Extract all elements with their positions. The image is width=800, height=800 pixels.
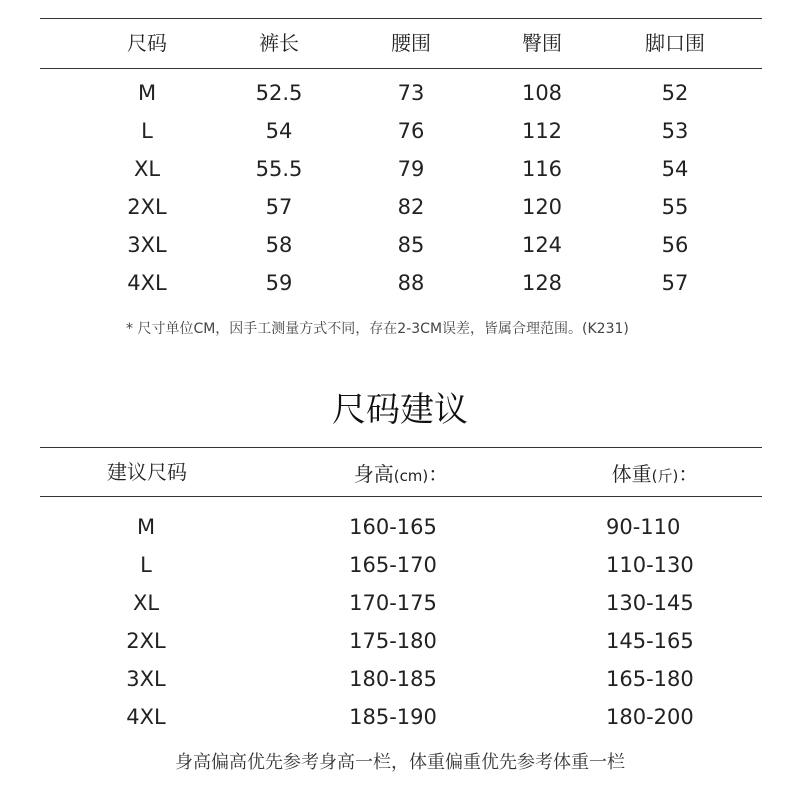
waist-cell: 76 xyxy=(397,119,425,143)
height-colon: ： xyxy=(428,462,449,486)
height-range-cell: 170-175 xyxy=(349,591,437,615)
hip-cell: 128 xyxy=(521,271,563,295)
size-cell: 3XL xyxy=(127,233,167,257)
header-height xyxy=(354,461,449,489)
hip-cell: 108 xyxy=(521,81,563,105)
header-suggested-size: 建议尺码 xyxy=(107,460,187,484)
top-rule xyxy=(40,18,762,19)
hip-cell: 112 xyxy=(521,119,563,143)
weight-unit: (斤) xyxy=(651,467,679,485)
leg-opening-cell: 53 xyxy=(661,119,689,143)
length-cell: 59 xyxy=(265,271,293,295)
leg-opening-cell: 54 xyxy=(661,157,689,181)
weight-range-cell: 90-110 xyxy=(606,515,681,539)
length-cell: 58 xyxy=(265,233,293,257)
size-cell: XL xyxy=(133,157,161,181)
weight-range-cell: 165-180 xyxy=(606,667,694,691)
weight-label: 体重 xyxy=(611,462,652,486)
header-size: 尺码 xyxy=(127,31,167,55)
header-waist: 腰围 xyxy=(391,31,431,55)
size-cell: 4XL xyxy=(127,271,167,295)
size-cell: M xyxy=(137,81,157,105)
suggest-size-cell: 4XL xyxy=(126,705,166,729)
height-range-cell: 185-190 xyxy=(349,705,437,729)
weight-range-cell: 130-145 xyxy=(606,591,694,615)
size-cell: 2XL xyxy=(127,195,167,219)
hip-cell: 120 xyxy=(521,195,563,219)
length-cell: 57 xyxy=(265,195,293,219)
length-cell: 54 xyxy=(265,119,293,143)
weight-range-cell: 110-130 xyxy=(606,553,694,577)
header-leg-opening: 脚口围 xyxy=(645,31,705,55)
height-label: 身高 xyxy=(353,462,394,486)
waist-cell: 79 xyxy=(397,157,425,181)
height-range-cell: 165-170 xyxy=(349,553,437,577)
header-weight xyxy=(612,461,699,489)
footer-advice: 身高偏高优先参考身高一栏，体重偏重优先参考体重一栏 xyxy=(175,752,625,773)
header-hip: 臀围 xyxy=(522,31,562,55)
height-range-cell: 160-165 xyxy=(349,515,437,539)
length-cell: 55.5 xyxy=(255,157,303,181)
waist-cell: 73 xyxy=(397,81,425,105)
suggest-size-cell: L xyxy=(140,553,152,577)
waist-cell: 85 xyxy=(397,233,425,257)
hip-cell: 116 xyxy=(521,157,563,181)
height-range-cell: 175-180 xyxy=(349,629,437,653)
suggest-size-cell: XL xyxy=(132,591,160,615)
leg-opening-cell: 57 xyxy=(661,271,689,295)
weight-range-cell: 145-165 xyxy=(606,629,694,653)
size-cell: L xyxy=(141,119,153,143)
length-cell: 52.5 xyxy=(255,81,303,105)
weight-colon: ： xyxy=(678,462,699,486)
suggest-header-rule xyxy=(40,496,762,497)
suggest-size-cell: 2XL xyxy=(126,629,166,653)
suggest-size-cell: 3XL xyxy=(126,667,166,691)
weight-range-cell: 180-200 xyxy=(606,705,694,729)
leg-opening-cell: 55 xyxy=(661,195,689,219)
suggest-top-rule xyxy=(40,447,762,448)
measurement-note: * 尺寸单位CM，因手工测量方式不同，存在2-3CM误差，皆属合理范围。(K231) xyxy=(126,321,629,337)
header-length: 裤长 xyxy=(259,31,299,55)
section-title: 尺码建议 xyxy=(332,390,468,430)
leg-opening-cell: 56 xyxy=(661,233,689,257)
header-rule xyxy=(40,68,762,69)
height-unit: (cm) xyxy=(393,467,429,485)
height-range-cell: 180-185 xyxy=(349,667,437,691)
waist-cell: 82 xyxy=(397,195,425,219)
waist-cell: 88 xyxy=(397,271,425,295)
suggest-size-cell: M xyxy=(136,515,156,539)
leg-opening-cell: 52 xyxy=(661,81,689,105)
hip-cell: 124 xyxy=(521,233,563,257)
